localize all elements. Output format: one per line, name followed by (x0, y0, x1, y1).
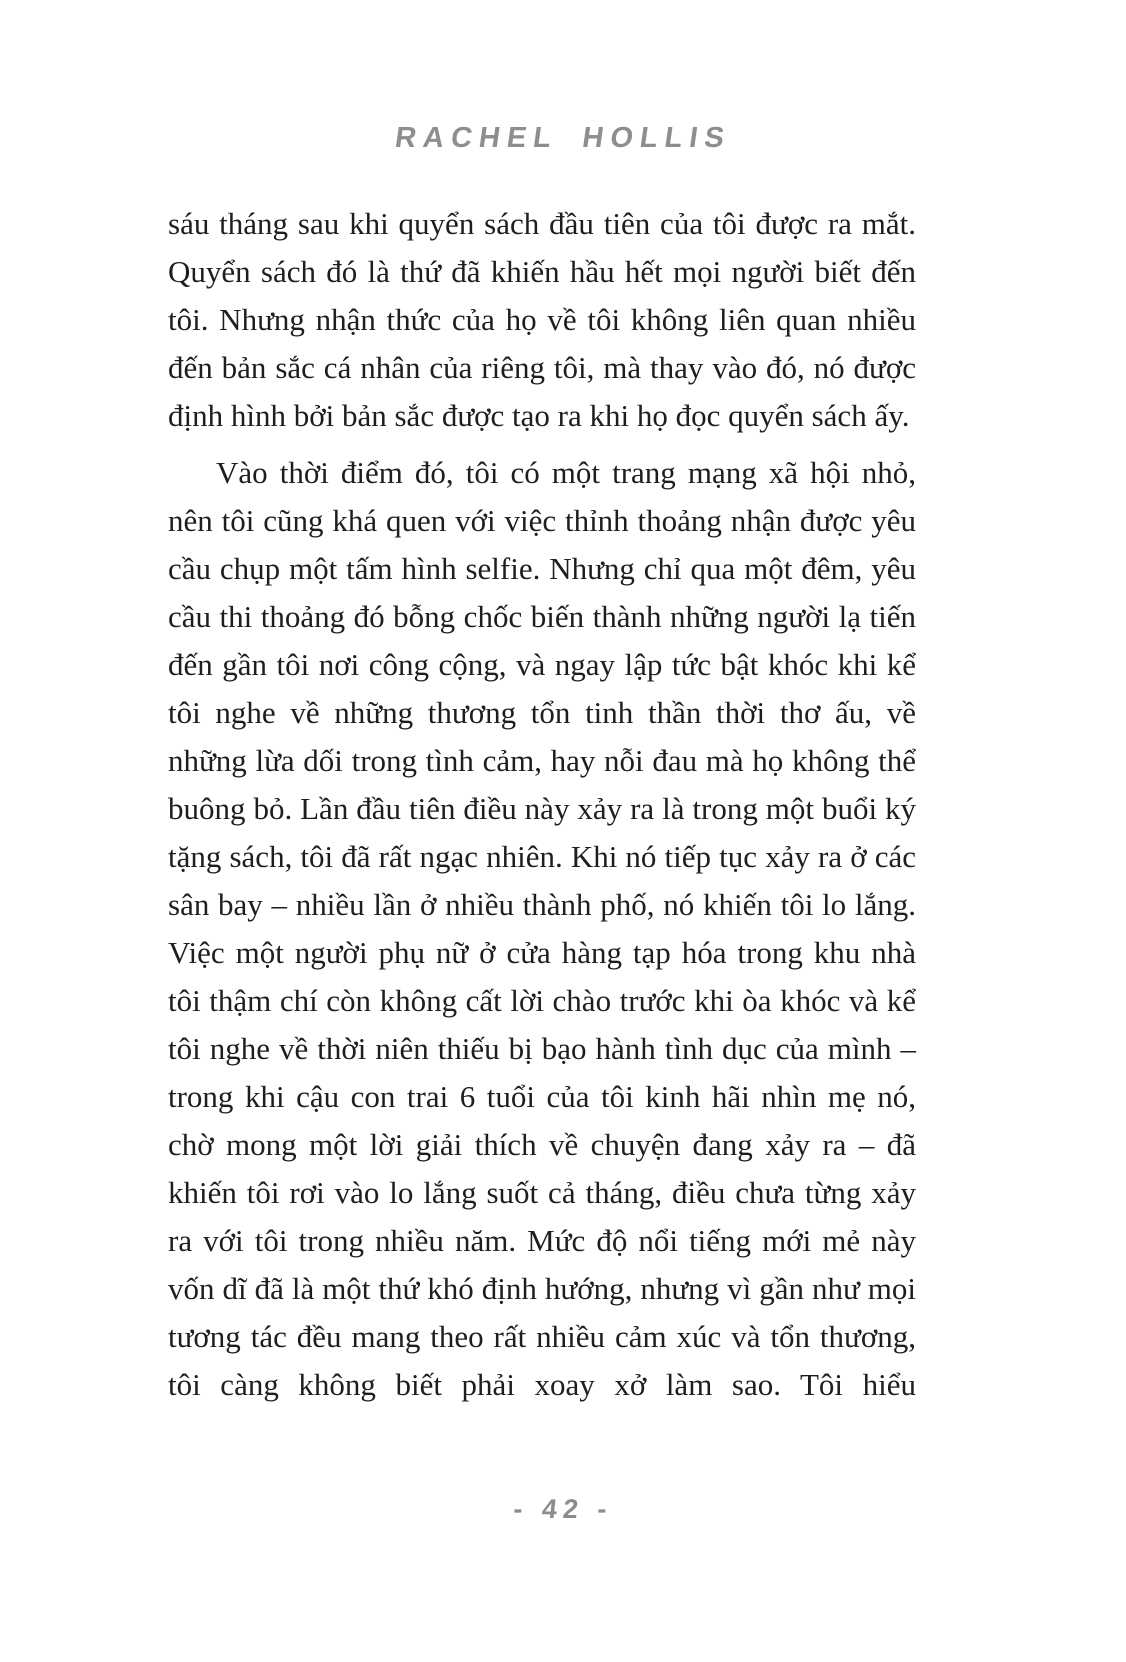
paragraph-continued: sáu tháng sau khi quyển sách đầu tiên của tôi được ra mắt. Quyển sách đó là thứ đã khiến hầu hết mọi người biết đến tôi. Nhưng nhận thức của họ về tôi không liên quan nhiều đến bản sắc cá nhân của riêng tôi, mà thay vào đó, nó được định hình bởi bản sắc được tạo ra khi họ đọc quyển sách ấy. (168, 206, 916, 433)
paragraph: Vào thời điểm đó, tôi có một trang mạng xã hội nhỏ, nên tôi cũng khá quen với việc thỉnh thoảng nhận được yêu cầu chụp một tấm hình selfie. Nhưng chỉ qua một đêm, yêu cầu thi thoảng đó bỗng chốc biến thành những người lạ tiến đến gần tôi nơi công cộng, và ngay lập tức bật khóc khi kể tôi nghe về những thương tổn tinh thần thời thơ ấu, về những lừa dối trong tình cảm, hay nỗi đau mà họ không thể buông bỏ. Lần đầu tiên điều này xảy ra là trong một buổi ký tặng sách, tôi đã rất ngạc nhiên. Khi nó tiếp tục xảy ra ở các sân bay – nhiều lần ở nhiều thành phố, nó khiến tôi lo lắng. Việc một người phụ nữ ở cửa hàng tạp hóa trong khu nhà tôi thậm chí còn không cất lời chào trước khi òa khóc và kể tôi nghe về thời niên thiếu bị bạo hành tình dục của mình – trong khi cậu con trai 6 tuổi của tôi kinh hãi nhìn mẹ nó, chờ mong một lời giải thích về chuyện đang xảy ra – đã khiến tôi rơi vào lo lắng suốt cả tháng, điều chưa từng xảy ra với tôi trong nhiều năm. Mức độ nổi tiếng mới mẻ này vốn dĩ đã là một thứ khó định hướng, nhưng vì gần như mọi tương tác đều mang theo rất nhiều cảm xúc và tổn thương, tôi càng không biết phải xoay xở làm sao. Tôi hiểu (168, 455, 916, 1402)
page-number: - 42 - (511, 1494, 615, 1524)
running-head-author: RACHEL HOLLIS (392, 122, 734, 154)
body-text-block (168, 200, 916, 1409)
